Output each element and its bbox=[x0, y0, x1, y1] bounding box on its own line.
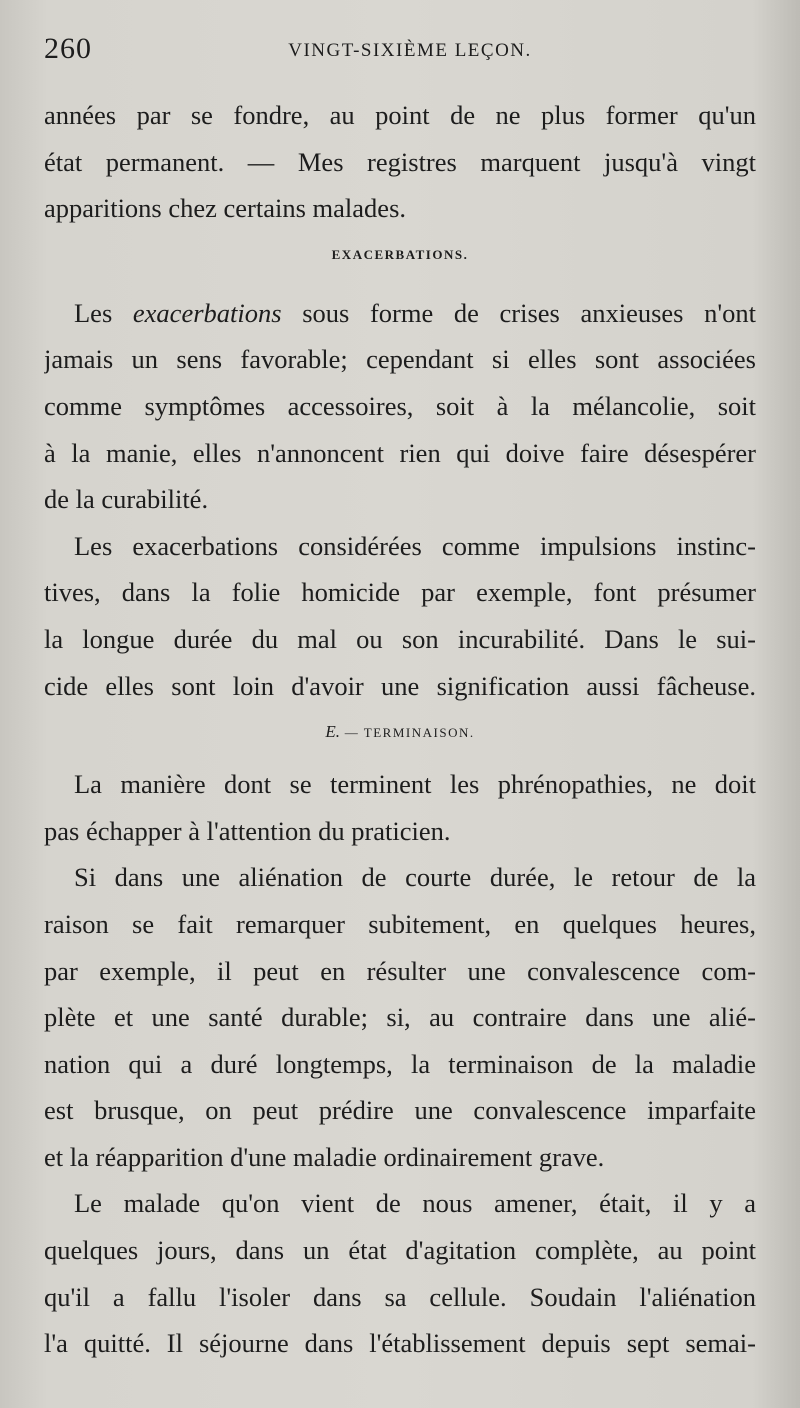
text-line: de la curabilité. bbox=[44, 484, 209, 515]
text-line: l'a quitté. Il séjourne dans l'établissement depuis sept semai- bbox=[44, 1328, 756, 1359]
text-fragment: sous forme de crises anxieuses n'ont bbox=[281, 297, 756, 328]
text-line: années par se fondre, au point de ne plus former qu'un bbox=[44, 100, 756, 130]
running-title: VINGT-SIXIÈME LEÇON. bbox=[288, 40, 532, 61]
text-line: cide elles sont loin d'avoir une signification aussi fâcheuse. bbox=[44, 670, 756, 701]
section-letter: E. bbox=[325, 722, 341, 742]
text-line: plète et une santé durable; si, au contraire dans une alié- bbox=[44, 1002, 756, 1033]
body-text bbox=[44, 92, 756, 1367]
text-line: la longue durée du mal ou son incurabilité. Dans le sui- bbox=[44, 623, 756, 654]
section-title: — TERMINAISON. bbox=[340, 725, 475, 741]
text-fragment: Les bbox=[74, 297, 133, 328]
text-line: tives, dans la folie homicide par exemple, font présumer bbox=[44, 577, 756, 608]
text-line: nation qui a duré longtemps, la terminaison de la maladie bbox=[44, 1048, 756, 1079]
text-line bbox=[44, 290, 756, 337]
text-line: état permanent. — Mes registres marquent jusqu'à vingt bbox=[44, 146, 756, 177]
text-line: comme symptômes accessoires, soit à la mélancolie, soit bbox=[44, 390, 756, 421]
text-line: par exemple, il peut en résulter une convalescence com- bbox=[44, 955, 756, 986]
italic-term: exacerbations bbox=[132, 297, 282, 328]
text-line: quelques jours, dans un état d'agitation complète, au point bbox=[44, 1235, 756, 1266]
text-line: apparitions chez certains malades. bbox=[44, 193, 407, 224]
text-line: et la réapparition d'une maladie ordinairement grave. bbox=[44, 1141, 605, 1172]
text-line: est brusque, on peut prédire une convalescence imparfaite bbox=[44, 1095, 756, 1126]
text-line: jamais un sens favorable; cependant si elles sont associées bbox=[44, 344, 756, 375]
section-heading-terminaison bbox=[44, 709, 756, 755]
page-header bbox=[44, 32, 756, 72]
text-line: pas échapper à l'attention du praticien. bbox=[44, 815, 451, 846]
text-line: à la manie, elles n'annoncent rien qui doive faire désespérer bbox=[44, 437, 756, 468]
text-line: Les exacerbations considérées comme impulsions instinc- bbox=[74, 530, 756, 561]
text-line: raison se fait remarquer subitement, en quelques heures, bbox=[44, 908, 756, 939]
text-line: qu'il a fallu l'isoler dans sa cellule. Soudain l'aliénation bbox=[44, 1281, 756, 1312]
page-number: 260 bbox=[44, 32, 92, 65]
text-line: Si dans une aliénation de courte durée, le retour de la bbox=[74, 862, 756, 893]
text-line: Le malade qu'on vient de nous amener, était, il y a bbox=[74, 1188, 756, 1219]
section-heading-exacerbations: EXACERBATIONS. bbox=[331, 246, 469, 262]
text-line: La manière dont se terminent les phrénopathies, ne doit bbox=[74, 769, 756, 800]
